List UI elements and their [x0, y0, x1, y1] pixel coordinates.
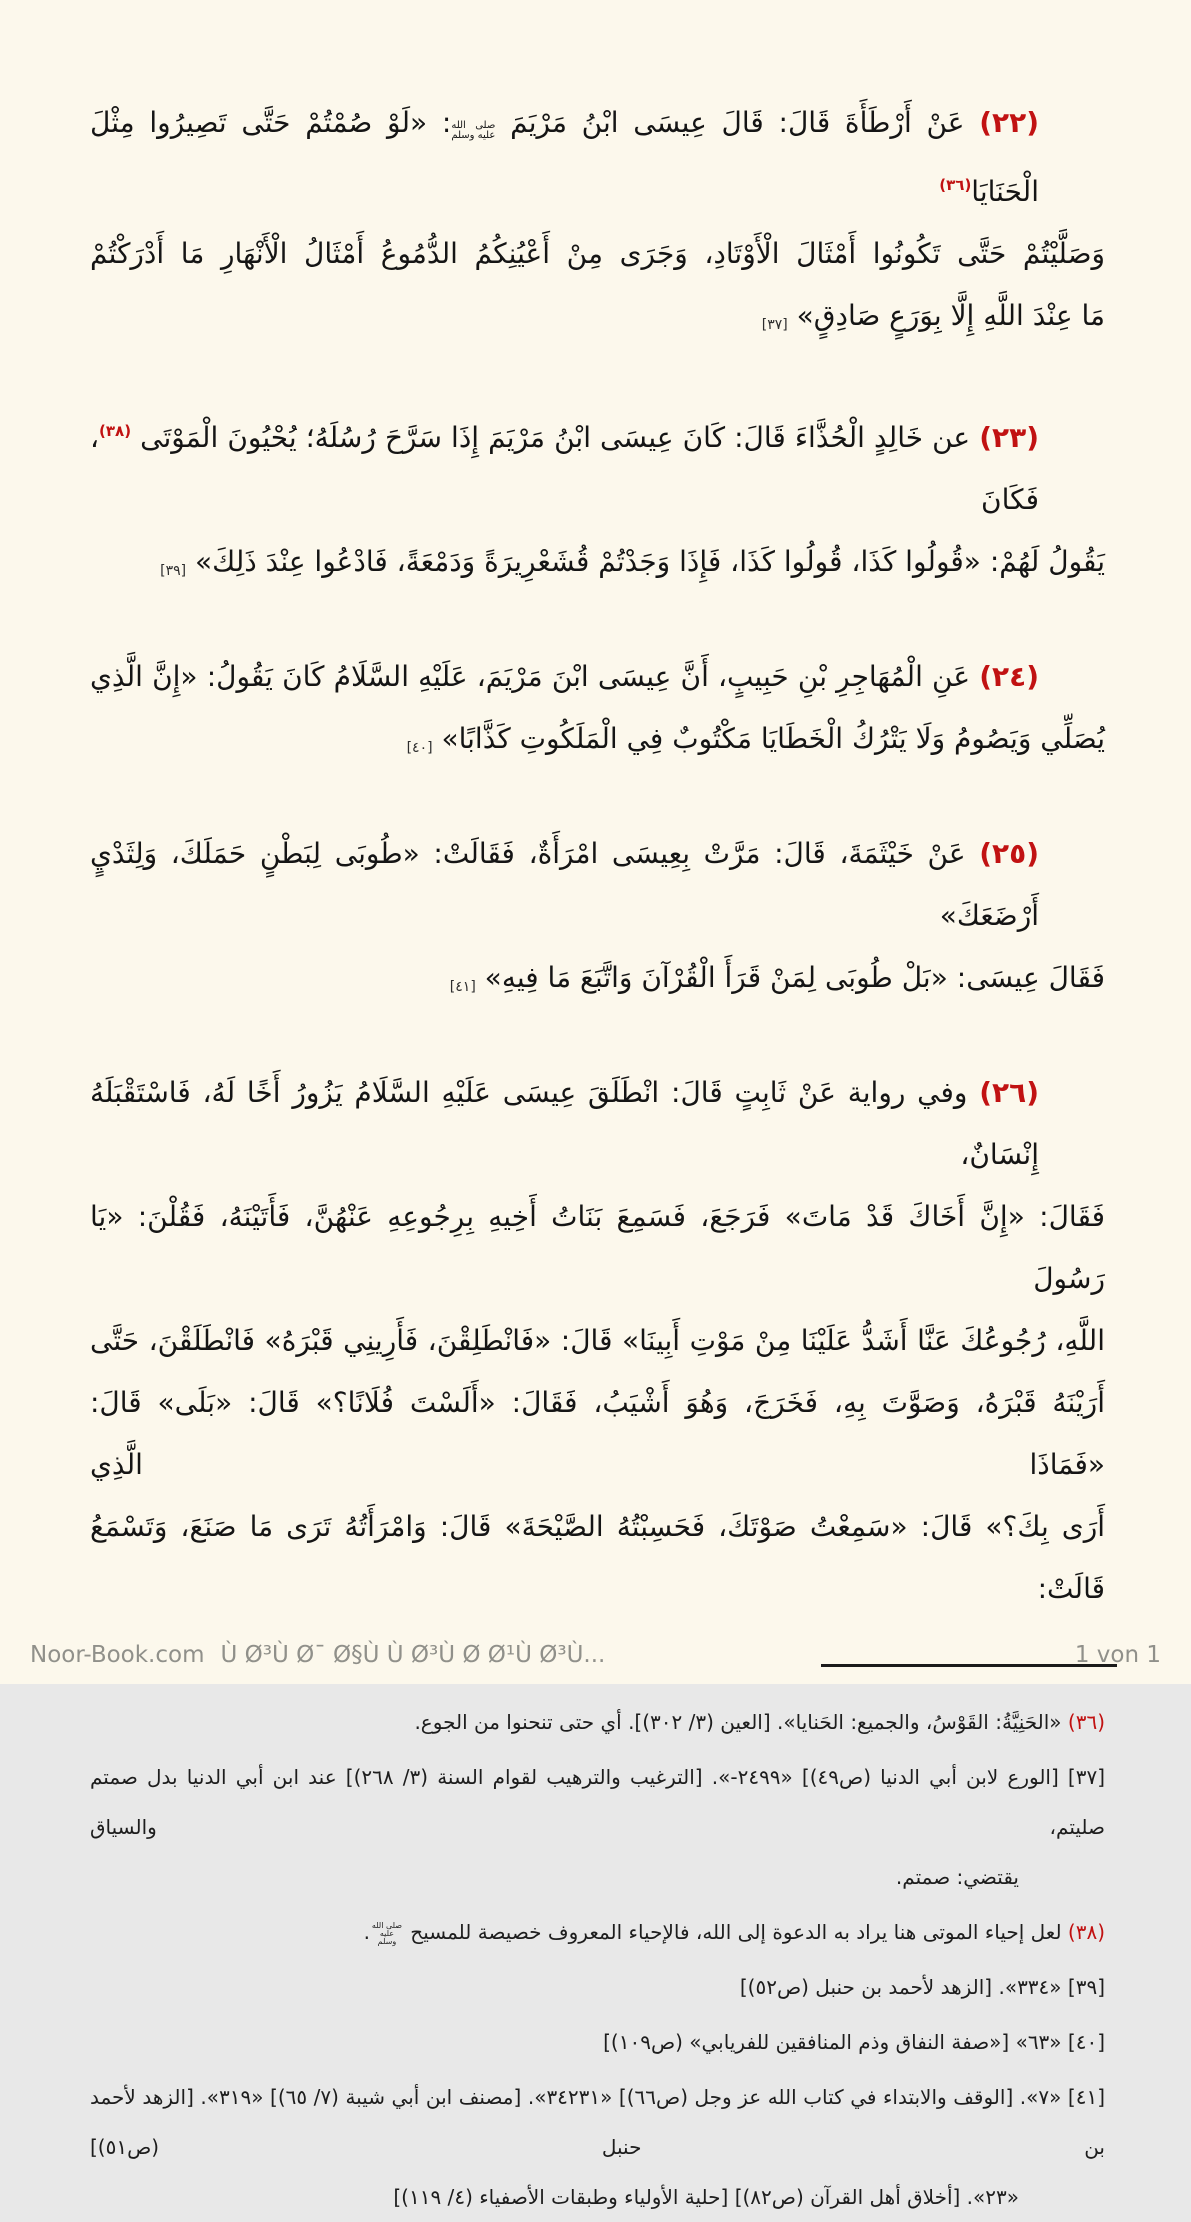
- hadith-paragraph: [90, 92, 1105, 356]
- body-line: [90, 1496, 1105, 1620]
- text-run: يَقُولُ لَهُمْ: «قُولُوا كَذَا، قُولُوا كَذَا، فَإِذَا وَجَدْتُمْ قُشَعْرِيرَةً وَدَمْعَةً، فَادْعُوا عِنْدَ ذَلِكَ»: [186, 545, 1105, 578]
- footnote-line: [90, 1962, 1105, 2012]
- body-line: [90, 823, 1039, 947]
- body-line: [90, 1372, 1105, 1496]
- body-line: [90, 708, 1105, 779]
- footnote-item: [90, 2072, 1105, 2222]
- footnote-marker-black: [٤١]: [1067, 2085, 1105, 2109]
- hadith-paragraph: [90, 646, 1105, 779]
- footnote-marker-black: [٤٠]: [1067, 2030, 1105, 2054]
- garbled-book-title: Ù Ø³Ù Ø¯ Ø§Ù Ù Ø³Ù Ø Ø¹Ù Ø³Ù...: [220, 1642, 606, 1668]
- paragraph-number: (٢٤): [979, 660, 1039, 693]
- text-run: لعل إحياء الموتى هنا يراد به الدعوة إلى الله، فالإحياء المعروف خصيصة للمسيح: [403, 1920, 1068, 1944]
- hadith-paragraph: [90, 1062, 1105, 1620]
- body-line: [90, 646, 1039, 708]
- body-line: [90, 285, 1105, 356]
- source-ref: [٣٧]: [761, 317, 788, 333]
- text-run: مَا عِنْدَ اللَّهِ إِلَّا بِوَرَعٍ صَادِقٍ»: [787, 299, 1105, 332]
- text-run: «٢٣». [أخلاق أهل القرآن (ص٨٢)] [حلية الأولياء وطبقات الأصفياء (٤/ ١١٩)]: [393, 2185, 1019, 2209]
- hadith-paragraph: [90, 823, 1105, 1018]
- paragraph-number: (٢٦): [979, 1076, 1039, 1109]
- body-line: [90, 223, 1105, 285]
- footnote-marker-black: [٣٧]: [1067, 1765, 1106, 1789]
- text-run: .: [363, 1920, 370, 1944]
- text-run: «الحَنِيَّةُ: القَوْسُ، والجميع: الحَنايا». [العين (٣/ ٣٠٢)]. أي حتى تنحنوا من الجوع.: [414, 1710, 1068, 1734]
- footnote-line: [90, 2017, 1105, 2067]
- paragraph-number: (٢٣): [979, 421, 1039, 454]
- text-run: «٣٣٤». [الزهد لأحمد بن حنبل (ص٥٢)]: [739, 1975, 1068, 1999]
- body-line: [90, 1062, 1039, 1186]
- footnote-item: [90, 1962, 1105, 2012]
- source-ref: [٤١]: [449, 979, 476, 995]
- text-run: فَقَالَ عِيسَى: «بَلْ طُوبَى لِمَنْ قَرَأَ الْقُرْآنَ وَاتَّبَعَ مَا فِيهِ»: [475, 961, 1105, 994]
- text-run: يُصَلِّي وَيَصُومُ وَلَا يَتْرُكُ الْخَطَايَا مَكْتُوبٌ فِي الْمَلَكُوتِ كَذَّابًا»: [432, 722, 1105, 755]
- footnote-line: [90, 1852, 1105, 1902]
- paragraph-number: (٢٥): [979, 837, 1039, 870]
- footnote-ref-red: (٣٦): [939, 176, 972, 194]
- footnote-ref-red: (٣٨): [99, 422, 132, 440]
- text-run: فَقَالَ: «إِنَّ أَخَاكَ قَدْ مَاتَ» فَرَجَعَ، فَسَمِعَ بَنَاتُ أَخِيهِ بِرِجُوعِهِ عَنْهُنَّ، فَأَتَيْنَهُ، فَقُلْنَ: «يَا رَسُولَ: [90, 1200, 1105, 1295]
- footnote-item: [90, 2017, 1105, 2067]
- footnote-line: [90, 2072, 1105, 2172]
- text-run: : «لَوْ صُمْتُمْ حَتَّى تَصِيرُوا مِثْلَ الْحَنَايَا: [90, 106, 1039, 208]
- text-run: [الورع لابن أبي الدنيا (ص٤٩)] «٢٤٩٩-». [الترغيب والترهيب لقوام السنة (٣/ ٢٦٨)] عند ابن أبي الدنيا بدل صمتم صليتم، والسياق: [90, 1765, 1105, 1839]
- brand-watermark: Noor-Book.com: [30, 1642, 205, 1668]
- text-run: يقتضي: صمتم.: [895, 1865, 1019, 1889]
- footnote-item: [90, 1697, 1105, 1747]
- text-run: عن خَالِدٍ الْحُذَّاءَ قَالَ: كَانَ عِيسَى ابْنُ مَرْيَمَ إِذَا سَرَّحَ رُسُلَهُ؛ يُحْيُونَ الْمَوْتَى: [131, 421, 980, 454]
- viewer-footer-bar: [30, 1642, 1161, 1668]
- body-line: [90, 92, 1039, 223]
- footnote-marker-black: [٣٩]: [1067, 1975, 1105, 1999]
- body-line: [90, 1310, 1105, 1372]
- footnote-marker-red: (٣٦): [1067, 1710, 1105, 1734]
- paragraph-number: (٢٢): [979, 106, 1040, 139]
- text-run: «٦٣» [«صفة النفاق وذم المنافقين للفريابي» (ص١٠٩)]: [603, 2030, 1068, 2054]
- text-run: «٧». [الوقف والابتداء في كتاب الله عز وجل (ص٦٦)] «٣٤٢٣١». [مصنف ابن أبي شيبة (٧/ ٦٥)] «٣١٩». [الزهد لأحمد بن حنبل (ص٥١)]: [90, 2085, 1105, 2159]
- text-run: أَرَى بِكَ؟» قَالَ: «سَمِعْتُ صَوْتَكَ، فَحَسِبْتُهُ الصَّيْحَةَ» قَالَ: وَامْرَأَتُهُ تَرَى مَا صَنَعَ، وَتَسْمَعُ قَالَتْ:: [90, 1510, 1105, 1605]
- saw-ligature-icon: صلى الله عليه وسلم: [451, 120, 496, 141]
- footnote-item: [90, 1907, 1105, 1957]
- text-run: وَصَلَّيْتُمْ حَتَّى تَكُونُوا أَمْثَالَ الْأَوْتَادِ، وَجَرَى مِنْ أَعْيُنِكُمُ الدُّمُوعُ أَمْثَالُ الْأَنْهَارِ مَا أَدْرَكْتُمْ: [90, 237, 1105, 270]
- text-run: أَرَيْنَهُ قَبْرَهُ، وَصَوَّتَ بِهِ، فَخَرَجَ، وَهُوَ أَشْيَبُ، فَقَالَ: «أَلَسْتَ فُلَانًا؟» قَالَ: «بَلَى» قَالَ: «فَمَاذَا الَّذِي: [90, 1386, 1105, 1481]
- source-ref: [٣٩]: [160, 563, 187, 579]
- footer-left-group: [30, 1642, 605, 1668]
- source-ref: [٤٠]: [406, 740, 433, 756]
- text-run: وفي رواية عَنْ ثَابِتٍ قَالَ: انْطَلَقَ عِيسَى عَلَيْهِ السَّلَامُ يَزُورُ أَخًا لَهُ، فَاسْتَقْبَلَهُ إِنْسَانٌ،: [90, 1076, 1039, 1171]
- footnote-line: [90, 1697, 1105, 1747]
- text-run: عَنْ أَرْطَأَةَ قَالَ: قَالَ عِيسَى ابْنُ مَرْيَمَ: [495, 106, 980, 139]
- text-run: عَنِ الْمُهَاجِرِ بْنِ حَبِيبٍ، أَنَّ عِيسَى ابْنَ مَرْيَمَ، عَلَيْهِ السَّلَامُ كَانَ يَقُولُ: «إِنَّ الَّذِي: [90, 660, 980, 693]
- body-line: [90, 947, 1105, 1018]
- footnote-item: [90, 1752, 1105, 1902]
- saw-ligature-icon: صلى الله عليه وسلم: [371, 1921, 403, 1946]
- footnote-line: [90, 2172, 1105, 2222]
- footnote-line: [90, 1907, 1105, 1957]
- text-run: ، فَكَانَ: [90, 421, 1039, 516]
- body-line: [90, 1186, 1105, 1310]
- footnotes-block: [0, 1697, 1191, 2222]
- body-line: [90, 531, 1105, 602]
- text-run: اللَّهِ، رُجُوعُكَ عَنَّا أَشَدُّ عَلَيْنَا مِنْ مَوْتِ أَبِينَا» قَالَ: «فَانْطَلِقْنَ، فَأَرِينِي قَبْرَهُ» فَانْطَلَقْنَ، حَتَّى: [90, 1324, 1105, 1357]
- text-run: عَنْ خَيْثَمَةَ، قَالَ: مَرَّتْ بِعِيسَى امْرَأَةٌ، فَقَالَتْ: «طُوبَى لِبَطْنٍ حَمَلَكَ، وَلِثَدْيٍ أَرْضَعَكَ»: [90, 837, 1039, 932]
- body-line: [90, 400, 1039, 531]
- page-indicator: 1 von 1: [1074, 1642, 1161, 1668]
- footnote-line: [90, 1752, 1105, 1852]
- hadith-paragraph: [90, 400, 1105, 602]
- footnote-marker-red: (٣٨): [1067, 1920, 1105, 1944]
